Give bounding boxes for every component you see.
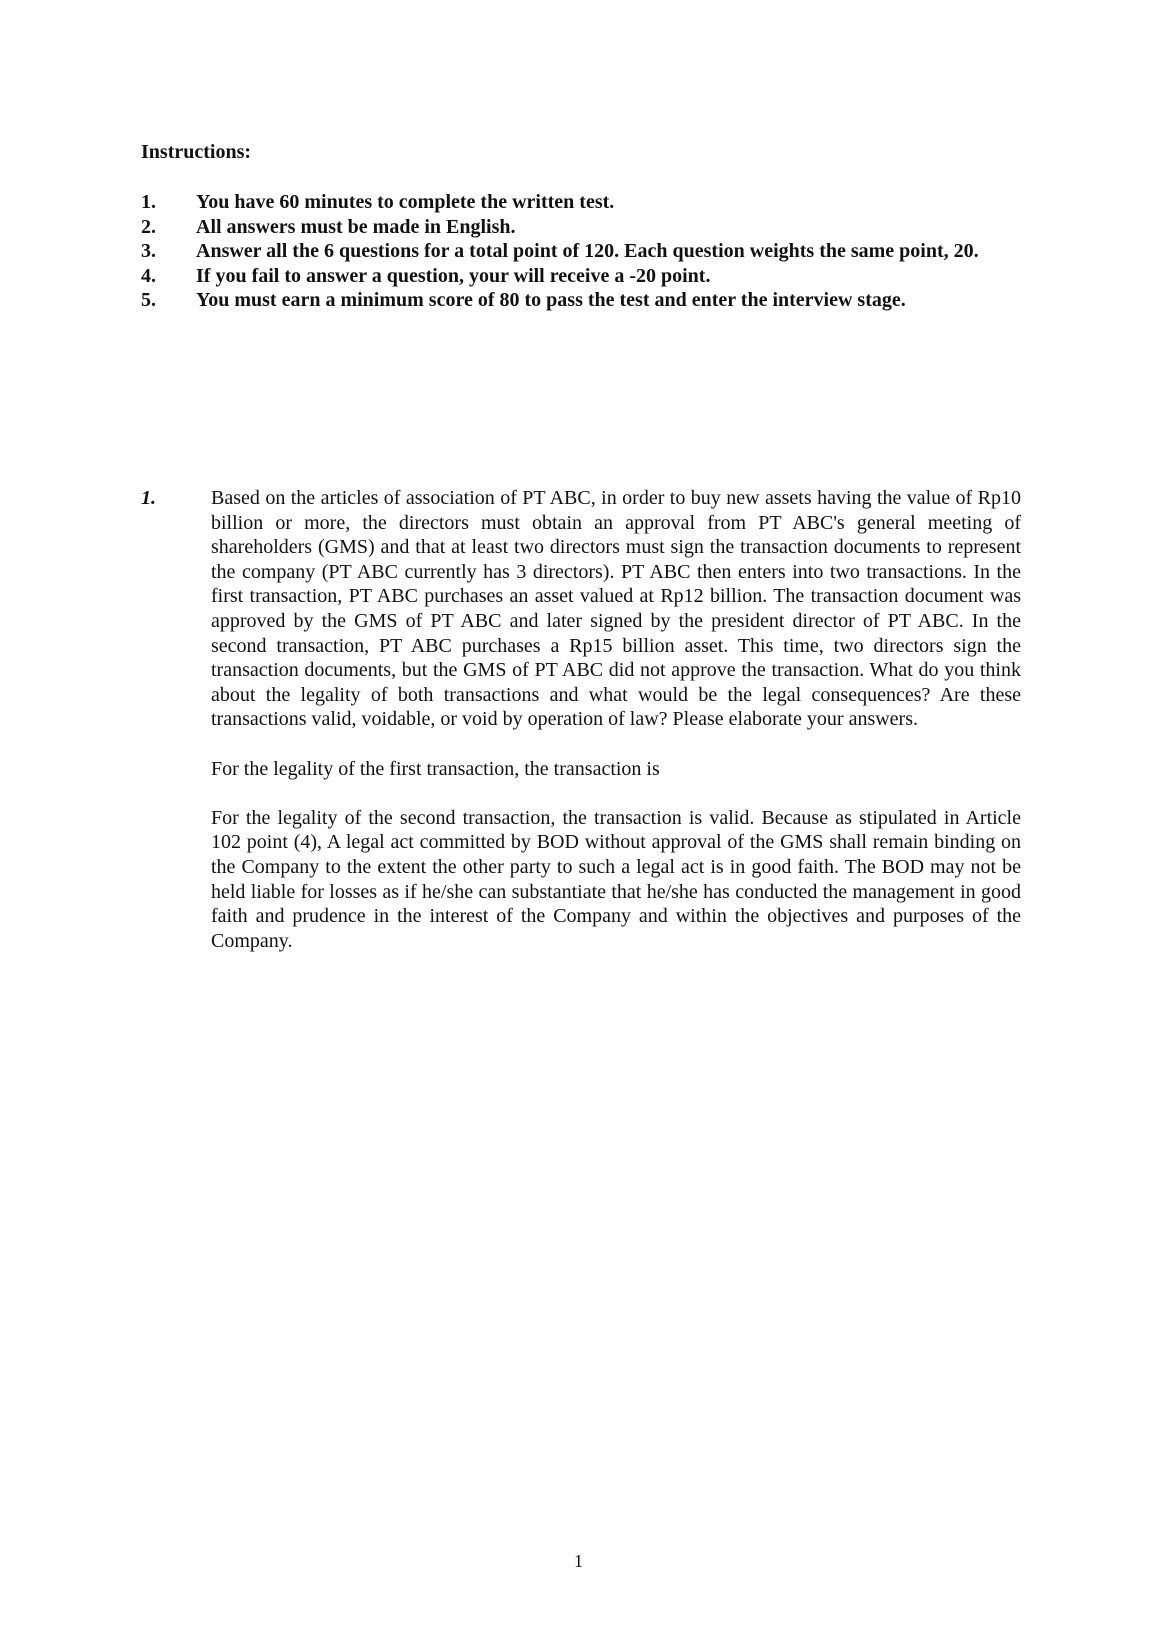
page-number: 1 xyxy=(574,1551,583,1571)
instruction-number: 1. xyxy=(141,191,156,213)
instruction-text: If you fail to answer a question, your will receive a -20 point. xyxy=(196,264,711,287)
instruction-item-1 xyxy=(141,190,1021,215)
instruction-text: You must earn a minimum score of 80 to pass the test and enter the interview stage. xyxy=(196,289,906,311)
instructions-heading: Instructions: xyxy=(141,141,252,163)
instruction-item-4 xyxy=(141,264,1021,289)
instruction-number: 2. xyxy=(141,215,156,238)
instruction-item-2 xyxy=(141,215,1021,240)
instruction-item-3 xyxy=(141,239,1021,264)
instruction-number: 3. xyxy=(141,240,156,262)
instruction-number: 4. xyxy=(141,264,156,287)
question-prompt: Based on the articles of association of PT ABC, in order to buy new assets having the value of Rp10 billion or more, the directors must obtain an approval from PT ABC's general meeting of shareholders (GMS) and that at least two directors must sign the transaction documents to represent the company (PT ABC currently has 3 directors). PT ABC then enters into two transactions. In the first transaction, PT ABC purchases an asset valued at Rp12 billion. The transaction document was approved by the GMS of PT ABC and later signed by the president director of PT ABC. In the second transaction, PT ABC purchases a Rp15 billion asset. This time, two directors sign the transaction documents, but the GMS of PT ABC did not approve the transaction. What do you think about the legality of both transactions and what would be the legal consequences? Are these transactions valid, voidable, or void by operation of law? Please elaborate your answers. xyxy=(211,487,1021,731)
instruction-item-5 xyxy=(141,288,1021,313)
question-1 xyxy=(141,486,1021,978)
instruction-text: All answers must be made in English. xyxy=(196,215,516,238)
answer-second-transaction: For the legality of the second transaction, the transaction is valid. Because as stipulated in Article 102 point (4), A legal act committed by BOD without approval of the GMS shall remain binding on the Company to the extent the other party to such a legal act is in good faith. The BOD may not be held liable for losses as if he/she can substantiate that he/she has conducted the management in good faith and prudence in the interest of the Company and within the objectives and purposes of the Company. xyxy=(211,806,1021,952)
instructions-list xyxy=(141,190,1021,313)
question-number: 1. xyxy=(141,487,156,509)
instruction-text: You have 60 minutes to complete the written test. xyxy=(196,191,615,213)
instruction-number: 5. xyxy=(141,289,156,311)
instruction-text: Answer all the 6 questions for a total point of 120. Each question weights the same point, 20. xyxy=(196,240,979,262)
answer-first-transaction: For the legality of the first transaction, the transaction is xyxy=(211,757,660,780)
question-body xyxy=(211,486,1021,978)
